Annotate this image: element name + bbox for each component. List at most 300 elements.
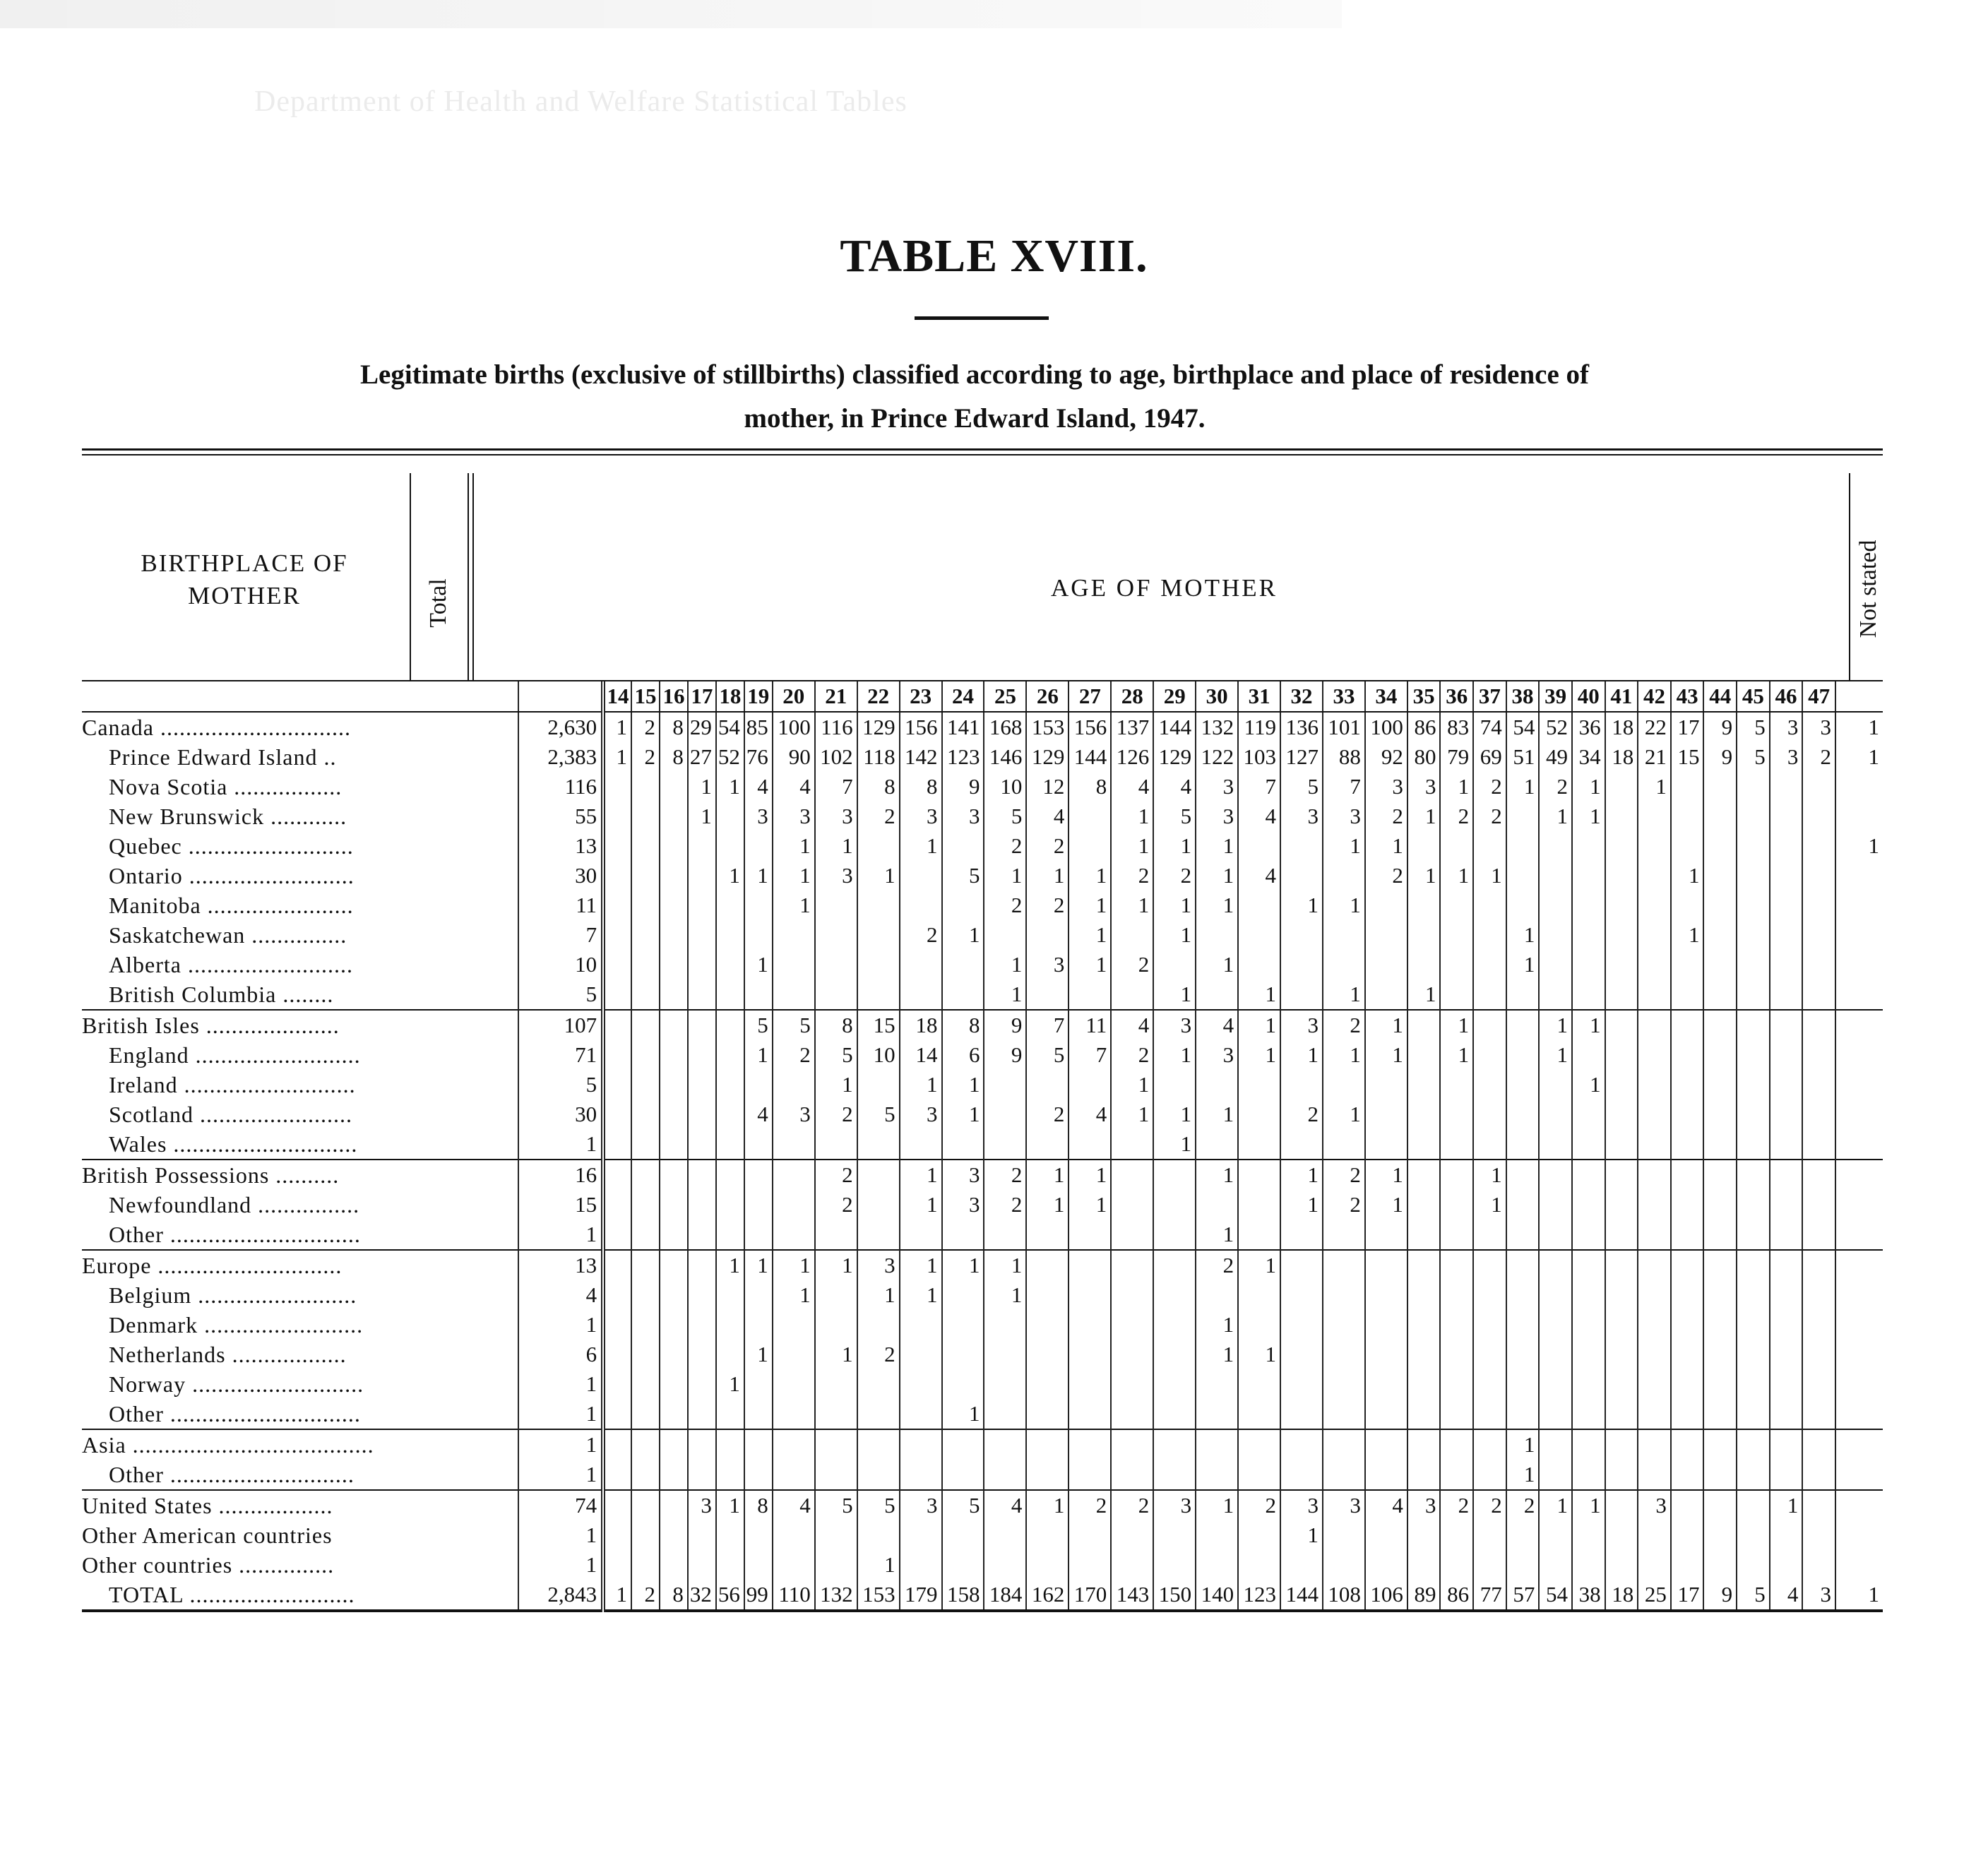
age-label: 25 <box>984 681 1026 712</box>
department-header: Department of Health and Welfare Statistical Tables <box>254 85 907 118</box>
age-cell: 2 <box>1365 802 1407 831</box>
age-cell <box>1238 831 1280 861</box>
age-cell <box>1111 1399 1153 1429</box>
table-row <box>82 920 1883 950</box>
age-cell <box>1365 1129 1407 1160</box>
age-label: 43 <box>1671 681 1704 712</box>
age-cell <box>942 1550 984 1580</box>
age-cell <box>1473 920 1506 950</box>
birthplace-label: Other .............................. <box>82 1399 518 1429</box>
age-cell <box>744 1190 773 1220</box>
age-cell <box>1802 979 1835 1010</box>
age-cell: 3 <box>942 1190 984 1220</box>
age-cell: 99 <box>744 1580 773 1611</box>
age-cell <box>1323 1250 1365 1280</box>
age-cell: 5 <box>773 1010 815 1040</box>
age-cell <box>660 1490 688 1520</box>
age-cell <box>1440 1160 1473 1190</box>
age-row-blank <box>82 681 518 712</box>
age-cell <box>1802 861 1835 890</box>
age-cell <box>1365 979 1407 1010</box>
age-cell <box>1153 1550 1196 1580</box>
age-cell <box>773 920 815 950</box>
age-cell <box>984 1369 1026 1399</box>
age-cell <box>1365 1399 1407 1429</box>
age-cell <box>1506 831 1540 861</box>
age-cell <box>1737 1100 1770 1129</box>
age-cell: 1 <box>744 861 773 890</box>
age-cell: 21 <box>1638 742 1671 772</box>
age-cell: 8 <box>900 772 942 802</box>
age-cell <box>660 1369 688 1399</box>
age-cell <box>1802 1010 1835 1040</box>
age-cell: 1 <box>857 1280 900 1310</box>
age-cell: 1 <box>1572 1070 1605 1100</box>
age-cell: 1 <box>1473 1190 1506 1220</box>
age-cell: 1 <box>1473 861 1506 890</box>
table-row <box>82 1040 1883 1070</box>
age-cell: 3 <box>1802 712 1835 742</box>
row-total: 1 <box>518 1399 603 1429</box>
age-cell <box>1280 1129 1323 1160</box>
age-cell <box>857 1070 900 1100</box>
age-cell: 2 <box>1440 1490 1473 1520</box>
age-cell: 4 <box>773 772 815 802</box>
age-cell <box>1323 1399 1365 1429</box>
age-cell <box>1365 1369 1407 1399</box>
age-cell <box>716 890 744 920</box>
age-cell: 3 <box>1323 1490 1365 1520</box>
age-cell <box>1506 1100 1540 1129</box>
age-cell <box>1196 1550 1238 1580</box>
age-cell <box>1737 1520 1770 1550</box>
age-cell <box>1026 1460 1069 1490</box>
age-cell <box>1770 802 1803 831</box>
age-cell <box>1605 861 1638 890</box>
age-cell: 156 <box>900 712 942 742</box>
age-cell: 1 <box>1323 1100 1365 1129</box>
age-cell <box>1605 1520 1638 1550</box>
age-cell <box>1069 831 1111 861</box>
age-cell <box>1572 1550 1605 1580</box>
age-cell <box>716 1310 744 1340</box>
age-cell: 15 <box>857 1010 900 1040</box>
age-cell: 1 <box>744 1340 773 1369</box>
age-cell <box>660 772 688 802</box>
age-cell <box>1153 1460 1196 1490</box>
age-cell: 144 <box>1280 1580 1323 1611</box>
age-cell <box>1069 1250 1111 1280</box>
age-cell <box>1323 950 1365 979</box>
age-cell <box>1703 950 1737 979</box>
age-cell <box>857 1520 900 1550</box>
age-cell: 1 <box>1440 1040 1473 1070</box>
age-cell <box>1605 1399 1638 1429</box>
age-cell <box>1638 831 1671 861</box>
age-cell: 1 <box>857 861 900 890</box>
age-cell: 1 <box>942 1399 984 1429</box>
age-cell <box>1069 1550 1111 1580</box>
age-cell: 1 <box>1440 861 1473 890</box>
age-cell <box>1638 1160 1671 1190</box>
not-stated-cell <box>1835 772 1883 802</box>
age-cell: 1 <box>1407 861 1441 890</box>
age-cell <box>1671 1160 1704 1190</box>
age-cell <box>1671 1310 1704 1340</box>
age-cell <box>1440 890 1473 920</box>
age-cell <box>1539 1250 1572 1280</box>
age-cell <box>1770 1220 1803 1250</box>
age-cell <box>660 1250 688 1280</box>
row-total: 30 <box>518 1100 603 1129</box>
birthplace-label: England .......................... <box>82 1040 518 1070</box>
age-cell <box>1737 1040 1770 1070</box>
age-cell: 158 <box>942 1580 984 1611</box>
age-cell: 1 <box>1026 1490 1069 1520</box>
age-cell <box>603 772 631 802</box>
age-cell: 5 <box>984 802 1026 831</box>
age-cell <box>1539 979 1572 1010</box>
age-cell <box>1572 1100 1605 1129</box>
birthplace-label: British Isles ..................... <box>82 1010 518 1040</box>
age-cell <box>1703 979 1737 1010</box>
age-cell: 126 <box>1111 742 1153 772</box>
age-cell: 144 <box>1069 742 1111 772</box>
age-cell <box>1770 1280 1803 1310</box>
age-cell: 1 <box>900 1250 942 1280</box>
age-cell <box>1770 1460 1803 1490</box>
age-cell <box>744 1310 773 1340</box>
age-cell <box>1539 861 1572 890</box>
age-cell: 4 <box>1238 861 1280 890</box>
age-cell <box>1770 890 1803 920</box>
age-cell: 1 <box>1153 890 1196 920</box>
age-cell <box>1605 920 1638 950</box>
age-cell: 4 <box>1026 802 1069 831</box>
title-rule <box>915 316 1049 320</box>
age-cell: 1 <box>1506 1429 1540 1460</box>
age-cell <box>1737 1399 1770 1429</box>
age-cell <box>1605 772 1638 802</box>
age-cell: 29 <box>688 712 716 742</box>
age-label: 33 <box>1323 681 1365 712</box>
age-cell <box>603 831 631 861</box>
age-cell <box>1323 1369 1365 1399</box>
age-cell <box>631 861 660 890</box>
age-cell <box>1506 1399 1540 1429</box>
age-cell: 118 <box>857 742 900 772</box>
age-cell: 1 <box>1196 861 1238 890</box>
table-row <box>82 1280 1883 1310</box>
age-cell: 25 <box>1638 1580 1671 1611</box>
age-cell <box>660 1160 688 1190</box>
not-stated-cell <box>1835 890 1883 920</box>
age-cell: 3 <box>942 1160 984 1190</box>
age-cell <box>744 920 773 950</box>
age-cell <box>631 1550 660 1580</box>
age-cell <box>603 1040 631 1070</box>
age-cell: 1 <box>815 1250 857 1280</box>
age-cell <box>1638 950 1671 979</box>
age-cell: 2 <box>1440 802 1473 831</box>
age-cell: 54 <box>1506 712 1540 742</box>
age-cell <box>688 1550 716 1580</box>
age-cell: 100 <box>773 712 815 742</box>
not-stated-cell <box>1835 979 1883 1010</box>
not-stated-cell <box>1835 1070 1883 1100</box>
age-cell <box>1069 1310 1111 1340</box>
age-cell <box>1069 1429 1111 1460</box>
age-cell <box>1440 831 1473 861</box>
age-cell <box>1473 1250 1506 1280</box>
age-cell: 1 <box>1280 890 1323 920</box>
age-cell <box>1605 1429 1638 1460</box>
age-cell <box>1506 1070 1540 1100</box>
age-cell: 1 <box>942 1070 984 1100</box>
age-cell: 80 <box>1407 742 1441 772</box>
age-cell <box>1802 1220 1835 1250</box>
age-cell <box>773 1310 815 1340</box>
age-cell <box>1671 1129 1704 1160</box>
birthplace-label: Denmark ......................... <box>82 1310 518 1340</box>
age-cell: 1 <box>1196 831 1238 861</box>
age-cell <box>1506 802 1540 831</box>
age-cell <box>984 1100 1026 1129</box>
age-cell <box>744 1070 773 1100</box>
age-label: 18 <box>716 681 744 712</box>
age-cell <box>1473 1429 1506 1460</box>
age-cell <box>815 1550 857 1580</box>
age-cell <box>1069 1340 1111 1369</box>
age-cell <box>1638 802 1671 831</box>
not-stated-cell <box>1835 1490 1883 1520</box>
age-cell <box>1407 1129 1441 1160</box>
table-row <box>82 890 1883 920</box>
age-cell: 184 <box>984 1580 1026 1611</box>
age-cell <box>1323 1310 1365 1340</box>
row-total: 15 <box>518 1190 603 1220</box>
age-cell <box>1671 1490 1704 1520</box>
age-cell <box>1802 1399 1835 1429</box>
age-cell <box>1440 1129 1473 1160</box>
age-cell <box>773 1160 815 1190</box>
row-total: 5 <box>518 979 603 1010</box>
age-cell: 2 <box>1196 1250 1238 1280</box>
age-cell <box>1440 1280 1473 1310</box>
age-cell: 1 <box>744 1250 773 1280</box>
age-cell <box>1638 920 1671 950</box>
row-total: 2,383 <box>518 742 603 772</box>
age-cell <box>1703 772 1737 802</box>
age-cell <box>1365 1340 1407 1369</box>
age-cell: 5 <box>857 1490 900 1520</box>
age-cell: 132 <box>815 1580 857 1611</box>
age-cell <box>1111 1190 1153 1220</box>
age-cell: 6 <box>942 1040 984 1070</box>
age-cell: 11 <box>1069 1010 1111 1040</box>
age-cell: 92 <box>1365 742 1407 772</box>
age-cell <box>716 920 744 950</box>
age-cell <box>1605 1190 1638 1220</box>
age-cell: 1 <box>1539 802 1572 831</box>
age-cell <box>631 1520 660 1550</box>
not-stated-cell <box>1835 861 1883 890</box>
age-cell <box>1572 1429 1605 1460</box>
age-cell: 1 <box>716 772 744 802</box>
age-cell: 2 <box>1153 861 1196 890</box>
not-stated-cell <box>1835 950 1883 979</box>
age-cell: 1 <box>1069 950 1111 979</box>
age-label: 45 <box>1737 681 1770 712</box>
age-cell <box>773 1460 815 1490</box>
age-cell: 3 <box>857 1250 900 1280</box>
birthplace-label: Saskatchewan ............... <box>82 920 518 950</box>
age-cell <box>1473 1340 1506 1369</box>
age-cell <box>900 1520 942 1550</box>
age-cell <box>900 1369 942 1399</box>
age-cell <box>1703 1520 1737 1550</box>
age-cell <box>773 1520 815 1550</box>
birthplace-label: Belgium ......................... <box>82 1280 518 1310</box>
age-cell <box>688 861 716 890</box>
age-cell: 1 <box>1638 772 1671 802</box>
age-label: 16 <box>660 681 688 712</box>
age-cell <box>1572 979 1605 1010</box>
age-cell <box>900 890 942 920</box>
age-cell <box>857 890 900 920</box>
age-cell <box>857 1399 900 1429</box>
age-cell <box>1238 1129 1280 1160</box>
age-cell <box>1638 1100 1671 1129</box>
table-row <box>82 831 1883 861</box>
header-divider <box>468 473 469 680</box>
age-cell: 7 <box>1238 772 1280 802</box>
age-cell <box>716 1100 744 1129</box>
age-cell <box>1506 1250 1540 1280</box>
birthplace-label: Other ............................. <box>82 1460 518 1490</box>
age-cell: 90 <box>773 742 815 772</box>
age-cell: 153 <box>857 1580 900 1611</box>
age-cell <box>1671 1369 1704 1399</box>
age-cell: 110 <box>773 1580 815 1611</box>
age-cell: 2 <box>1069 1490 1111 1520</box>
age-cell <box>1280 979 1323 1010</box>
age-cell: 1 <box>1506 950 1540 979</box>
age-label: 17 <box>688 681 716 712</box>
age-cell <box>1703 1040 1737 1070</box>
age-cell: 10 <box>857 1040 900 1070</box>
age-cell <box>744 1460 773 1490</box>
age-cell: 1 <box>900 1160 942 1190</box>
age-cell <box>1407 1100 1441 1129</box>
birthplace-label: Canada .............................. <box>82 712 518 742</box>
age-cell <box>1638 1280 1671 1310</box>
age-cell: 1 <box>1153 1040 1196 1070</box>
age-cell <box>1069 1460 1111 1490</box>
age-cell <box>1026 1250 1069 1280</box>
age-cell <box>716 950 744 979</box>
age-cell <box>1280 1280 1323 1310</box>
age-cell: 5 <box>744 1010 773 1040</box>
age-cell <box>1473 1399 1506 1429</box>
age-cell <box>1323 1340 1365 1369</box>
row-total: 1 <box>518 1129 603 1160</box>
age-cell <box>1365 1460 1407 1490</box>
age-cell: 1 <box>773 890 815 920</box>
age-cell: 3 <box>900 1100 942 1129</box>
age-cell <box>773 1429 815 1460</box>
age-cell <box>1111 1340 1153 1369</box>
age-cell: 1 <box>773 861 815 890</box>
age-cell <box>1671 1040 1704 1070</box>
age-cell <box>1238 1520 1280 1550</box>
age-cell <box>1506 1310 1540 1340</box>
age-cell: 3 <box>1365 772 1407 802</box>
age-cell <box>1506 1280 1540 1310</box>
age-cell <box>1802 950 1835 979</box>
age-cell: 2 <box>984 831 1026 861</box>
age-cell <box>688 1280 716 1310</box>
age-cell <box>1605 950 1638 979</box>
age-cell <box>1703 1129 1737 1160</box>
age-cell <box>942 1310 984 1340</box>
age-cell <box>716 1010 744 1040</box>
age-cell: 123 <box>942 742 984 772</box>
age-cell <box>1802 1129 1835 1160</box>
age-cell <box>1280 1550 1323 1580</box>
age-cell: 1 <box>603 742 631 772</box>
age-cell <box>603 979 631 1010</box>
age-cell: 1 <box>773 831 815 861</box>
row-total: 4 <box>518 1280 603 1310</box>
age-cell <box>1802 1490 1835 1520</box>
age-cell <box>1069 1070 1111 1100</box>
age-cell <box>1737 920 1770 950</box>
age-cell: 1 <box>1473 1160 1506 1190</box>
age-cell <box>716 1429 744 1460</box>
age-cell: 36 <box>1572 712 1605 742</box>
age-cell <box>1196 979 1238 1010</box>
age-cell <box>1238 1550 1280 1580</box>
age-cell: 136 <box>1280 712 1323 742</box>
age-cell <box>1196 920 1238 950</box>
age-cell: 1 <box>603 712 631 742</box>
table-row <box>82 1100 1883 1129</box>
age-cell <box>900 1340 942 1369</box>
age-cell: 4 <box>1238 802 1280 831</box>
age-cell: 3 <box>773 1100 815 1129</box>
age-cell: 4 <box>1153 772 1196 802</box>
age-cell: 3 <box>1196 772 1238 802</box>
age-cell: 1 <box>716 861 744 890</box>
age-cell <box>1111 1250 1153 1280</box>
age-cell <box>1703 861 1737 890</box>
row-total: 2,843 <box>518 1580 603 1611</box>
table-row <box>82 1429 1883 1460</box>
age-cell <box>1671 979 1704 1010</box>
age-label: 23 <box>900 681 942 712</box>
age-cell <box>688 1399 716 1429</box>
age-cell <box>857 1160 900 1190</box>
age-cell <box>1153 1280 1196 1310</box>
age-cell: 1 <box>1238 1340 1280 1369</box>
age-cell <box>1802 1520 1835 1550</box>
age-cell <box>1539 950 1572 979</box>
row-total: 13 <box>518 831 603 861</box>
age-cell <box>603 1369 631 1399</box>
row-total: 55 <box>518 802 603 831</box>
age-cell: 3 <box>1323 802 1365 831</box>
